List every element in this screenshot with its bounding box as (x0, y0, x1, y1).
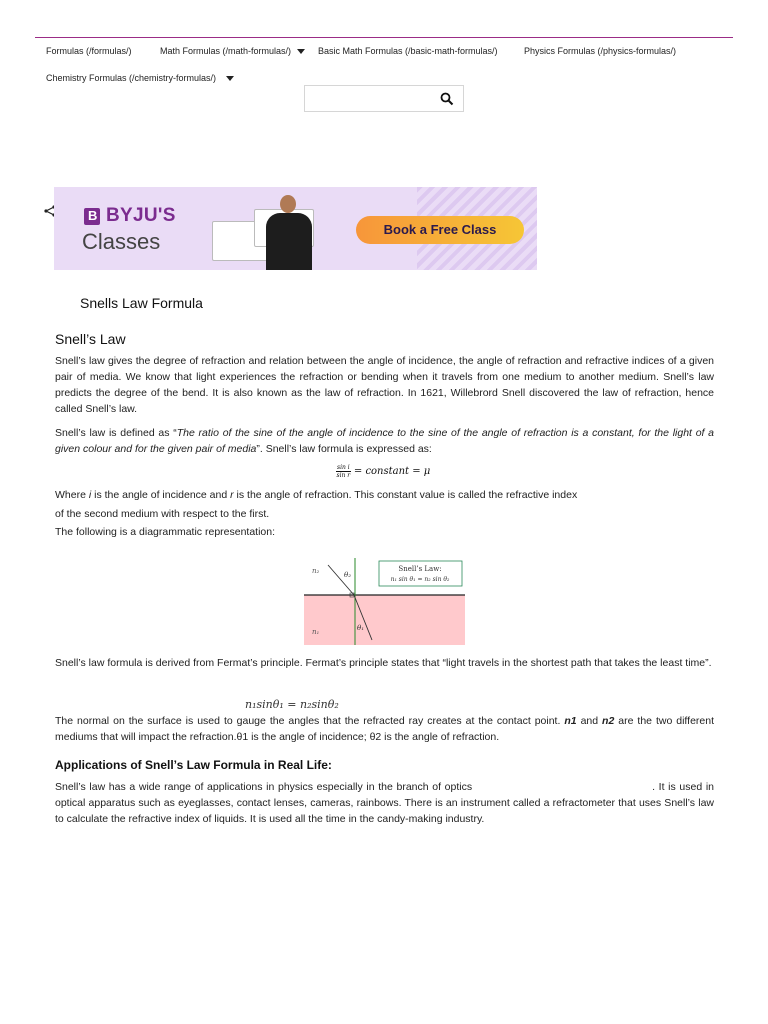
label-n1: n₁ (312, 628, 320, 636)
incident-ray (328, 565, 354, 595)
formula-denominator: sin r (336, 472, 351, 479)
normal-b: are the two different mediums that will impact the refraction.θ1 is the angle of incidence; θ2 is the angle of refraction. (55, 715, 715, 743)
label-n2: n₂ (312, 567, 320, 575)
where-r: r (230, 489, 234, 501)
snells-law-formula (336, 464, 430, 479)
paragraph-where (55, 486, 714, 524)
where-i: i (88, 489, 92, 501)
formula-rest: = constant = μ (350, 466, 431, 477)
classes-logo-text: Classes (82, 229, 161, 254)
page-title: Snells Law Formula (80, 295, 203, 311)
section-heading-snells-law: Snell’s Law (55, 331, 126, 347)
chevron-down-icon[interactable] (226, 76, 234, 81)
nav-basic-math-formulas[interactable]: Basic Math Formulas (/basic-math-formulas/) (318, 46, 498, 56)
formula-numerator: sin i (337, 464, 350, 471)
paragraph-applications (55, 779, 714, 827)
normal-n1: n1 (564, 715, 577, 727)
paragraph-normal (55, 713, 714, 745)
byjus-classes-banner[interactable] (54, 187, 537, 270)
top-accent-line (35, 37, 733, 38)
applications-b: . It is used in optical apparatus such as eyeglasses, contact lenses, cameras, rainbows. There is an instrument called a refractometer that uses Snell’s law to calculate the refractive index of liquids. It is used all the time in the candy-making industry. (55, 781, 714, 825)
byjus-logo-text: BYJU'S (106, 205, 176, 226)
paragraph-diagram-intro: The following is a diagrammatic representation: (55, 526, 276, 538)
where-d: of the second medium with respect to the first. (55, 508, 270, 520)
label-theta2: θ₂ (344, 571, 352, 579)
definition-lead: Snell’s law is defined as “ (55, 427, 177, 439)
box-line-2: n₁ sin θ₁ = n₂ sin θ₂ (390, 576, 450, 583)
applications-a: Snell’s law has a wide range of applications in physics especially in the branch of optics (55, 781, 473, 793)
chevron-down-icon[interactable] (297, 49, 305, 54)
nav-math-formulas[interactable] (160, 46, 305, 56)
denser-medium (304, 595, 465, 645)
paragraph-intro: Snell’s law gives the degree of refraction and relation between the angle of incidence, the angle of refraction and refractive indices of a given pair of media. We know that light experiences the refraction or bending when it travels from one medium to another medium. Snell’s law predicts the degree of the bend. It is also known as the law of refraction. In 1621, Willebrord Snell discovered the law of refraction, hence called Snell’s law. (55, 355, 714, 415)
section-heading-applications: Applications of Snell’s Law Formula in Real Life: (55, 758, 332, 772)
snells-law-diagram (304, 558, 465, 645)
where-b: is the angle of incidence and (91, 489, 231, 501)
definition-quote: The ratio of the sine of the angle of incidence to the sine of the angle of refraction is a constant, for the light of a given colour and for the given pair of media (55, 427, 715, 455)
paragraph-fermat: Snell’s law formula is derived from Fermat’s principle. Fermat’s principle states that “light travels in the shortest path that takes the least time”. (55, 657, 712, 669)
teacher-illustration-body (266, 213, 312, 270)
search-input[interactable] (309, 86, 433, 112)
nav-physics-formulas[interactable]: Physics Formulas (/physics-formulas/) (524, 46, 677, 56)
where-c: is the angle of refraction. This constant value is called the refractive index (233, 489, 578, 501)
where-a: Where (55, 489, 89, 501)
label-theta1: θ₁ (357, 624, 365, 632)
snells-law-formula-2: n₁sinθ₁ = n₂sinθ₂ (245, 698, 339, 711)
book-free-class-button[interactable]: Book a Free Class (356, 216, 524, 244)
search-icon[interactable] (440, 92, 454, 106)
nav-chemistry-formulas[interactable] (46, 73, 234, 83)
definition-tail: ”. Snell’s law formula is expressed as: (256, 443, 432, 455)
byjus-logo-letter: B (88, 208, 98, 223)
nav-math-label[interactable]: Math Formulas (/math-formulas/) (160, 46, 292, 56)
paragraph-definition (55, 425, 714, 457)
nav-formulas[interactable]: Formulas (/formulas/) (46, 46, 132, 56)
normal-and: and (576, 715, 603, 727)
formula-fraction (336, 464, 351, 479)
normal-a: The normal on the surface is used to gauge the angles that the refracted ray creates at the contact point. (55, 715, 565, 727)
teacher-illustration-head (280, 195, 296, 213)
normal-n2: n2 (602, 715, 615, 727)
nav-chemistry-label[interactable]: Chemistry Formulas (/chemistry-formulas/) (46, 73, 217, 83)
search-box[interactable] (304, 85, 464, 112)
box-line-1: Snell’s Law: (398, 565, 442, 573)
